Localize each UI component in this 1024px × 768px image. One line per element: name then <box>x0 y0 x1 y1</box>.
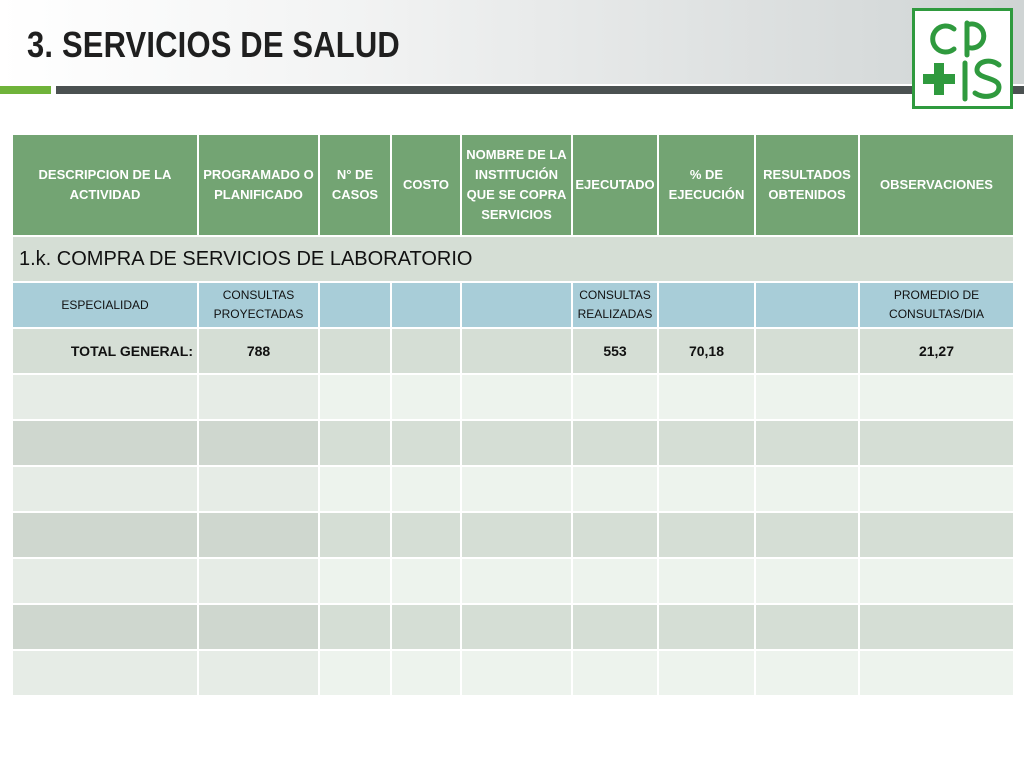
table-cell: CONSULTAS PROYECTADAS <box>198 282 319 328</box>
table-cell <box>461 374 572 420</box>
table-cell <box>12 650 198 696</box>
table-cell <box>391 328 461 374</box>
table-cell <box>198 466 319 512</box>
table-cell <box>755 420 859 466</box>
table-cell: ESPECIALIDAD <box>12 282 198 328</box>
table-row <box>12 420 1014 466</box>
table-cell <box>319 466 391 512</box>
table-cell <box>755 282 859 328</box>
table-cell <box>461 328 572 374</box>
table-cell <box>755 374 859 420</box>
table-cell <box>391 558 461 604</box>
table-cell <box>198 604 319 650</box>
table-row <box>12 512 1014 558</box>
table-cell <box>319 420 391 466</box>
col-header: RESULTADOS OBTENIDOS <box>755 134 859 236</box>
table-cell <box>859 558 1014 604</box>
col-header: PROGRAMADO O PLANIFICADO <box>198 134 319 236</box>
accent-rule-dark <box>56 86 1024 94</box>
table-cell <box>859 420 1014 466</box>
section-title-row <box>12 236 1014 282</box>
table-cell <box>755 558 859 604</box>
table-cell <box>12 604 198 650</box>
table-cell <box>12 420 198 466</box>
table-cell <box>12 466 198 512</box>
table-cell: 788 <box>198 328 319 374</box>
table-row <box>12 650 1014 696</box>
table-cell <box>572 604 658 650</box>
table-cell <box>859 604 1014 650</box>
table-cell <box>12 374 198 420</box>
table-cell <box>198 420 319 466</box>
table-cell <box>859 374 1014 420</box>
table-cell <box>461 604 572 650</box>
table-cell: PROMEDIO DE CONSULTAS/DIA <box>859 282 1014 328</box>
table-cell <box>461 558 572 604</box>
table-cell: 70,18 <box>658 328 755 374</box>
table-cell <box>859 466 1014 512</box>
table-cell <box>755 512 859 558</box>
table-cell <box>658 604 755 650</box>
table-cell <box>198 650 319 696</box>
table-cell <box>572 558 658 604</box>
table-cell <box>319 604 391 650</box>
col-header: N° DE CASOS <box>319 134 391 236</box>
section-title: 1.k. COMPRA DE SERVICIOS DE LABORATORIO <box>12 236 1014 282</box>
table-cell <box>658 420 755 466</box>
accent-rule-green <box>0 86 51 94</box>
table-cell <box>319 650 391 696</box>
table-cell <box>461 420 572 466</box>
col-header: NOMBRE DE LA INSTITUCIÓN QUE SE COPRA SERVICIOS <box>461 134 572 236</box>
table-cell <box>198 512 319 558</box>
table-cell <box>391 604 461 650</box>
col-header: OBSERVACIONES <box>859 134 1014 236</box>
table-cell <box>391 282 461 328</box>
table-cell <box>391 650 461 696</box>
table-cell <box>461 282 572 328</box>
table-cell <box>319 558 391 604</box>
col-header: DESCRIPCION DE LA ACTIVIDAD <box>12 134 198 236</box>
table-cell <box>658 512 755 558</box>
table-cell <box>319 374 391 420</box>
table-cell <box>391 466 461 512</box>
table-cell <box>859 650 1014 696</box>
table-cell <box>461 512 572 558</box>
table-cell: 21,27 <box>859 328 1014 374</box>
table-row <box>12 558 1014 604</box>
table-cell <box>391 374 461 420</box>
page-title: 3. SERVICIOS DE SALUD <box>27 24 400 65</box>
table-row <box>12 374 1014 420</box>
table-cell <box>12 512 198 558</box>
table-cell <box>391 420 461 466</box>
table-header-row <box>12 134 1014 236</box>
table-cell <box>572 466 658 512</box>
services-table-wrapper <box>11 133 1013 697</box>
table-cell <box>319 282 391 328</box>
table-cell: CONSULTAS REALIZADAS <box>572 282 658 328</box>
table-cell <box>198 374 319 420</box>
col-header: % DE EJECUCIÓN <box>658 134 755 236</box>
table-cell <box>12 558 198 604</box>
services-table <box>11 133 1015 697</box>
table-cell <box>391 512 461 558</box>
table-cell <box>572 650 658 696</box>
table-cell <box>319 328 391 374</box>
table-cell <box>755 604 859 650</box>
table-cell <box>461 466 572 512</box>
table-cell <box>461 650 572 696</box>
table-cell <box>755 650 859 696</box>
total-label: TOTAL GENERAL: <box>12 328 198 374</box>
subheader-row <box>12 282 1014 328</box>
table-cell <box>319 512 391 558</box>
table-cell <box>755 328 859 374</box>
table-row <box>12 604 1014 650</box>
table-cell <box>658 466 755 512</box>
table-cell <box>658 282 755 328</box>
table-row <box>12 466 1014 512</box>
cpps-logo-icon <box>912 8 1013 109</box>
table-cell <box>198 558 319 604</box>
table-cell <box>572 374 658 420</box>
total-row <box>12 328 1014 374</box>
col-header: EJECUTADO <box>572 134 658 236</box>
col-header: COSTO <box>391 134 461 236</box>
table-cell <box>658 650 755 696</box>
table-cell <box>572 420 658 466</box>
table-cell <box>755 466 859 512</box>
table-cell <box>572 512 658 558</box>
table-cell <box>658 558 755 604</box>
table-cell: 553 <box>572 328 658 374</box>
table-cell <box>658 374 755 420</box>
table-cell <box>859 512 1014 558</box>
